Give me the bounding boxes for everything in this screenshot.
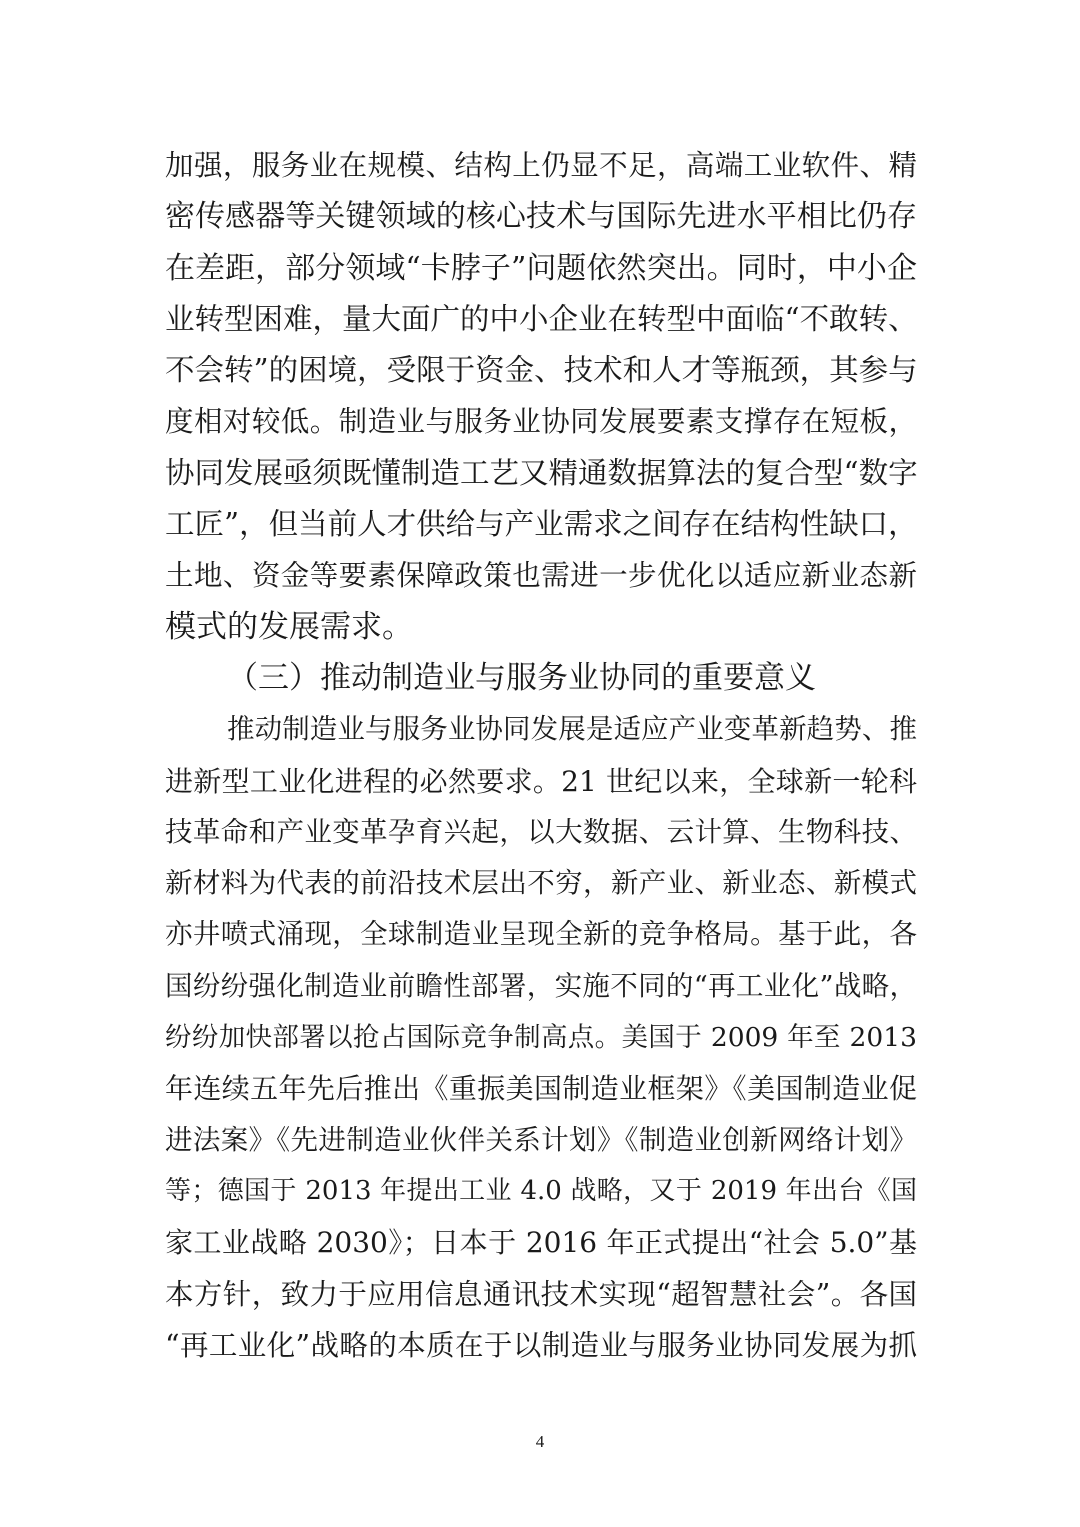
paragraph-line: 年连续五年先后推出《重振美国制造业框架》《美国制造业促 — [165, 1072, 917, 1106]
paragraph-line: 技革命和产业变革孕育兴起，以大数据、云计算、生物科技、 — [165, 815, 917, 848]
paragraph-line: 加强，服务业在规模、结构上仍显不足，高端工业软件、精 — [165, 149, 917, 182]
paragraph-line: 家工业战略 2030》；日本于 2016 年正式提出“社会 5.0”基 — [165, 1226, 917, 1260]
paragraph-line: 亦井喷式涌现，全球制造业呈现全新的竞争格局。基于此，各 — [165, 918, 917, 951]
body-text — [165, 140, 917, 1371]
paragraph-line: 推动制造业与服务业协同发展是适应产业变革新趋势、推 — [227, 713, 917, 746]
paragraph-line: 进法案》《先进制造业伙伴关系计划》《制造业创新网络计划》 — [165, 1123, 917, 1156]
paragraph-line: 模式的发展需求。 — [165, 608, 413, 645]
paragraph-line: 国纷纷强化制造业前瞻性部署，实施不同的“再工业化”战略， — [165, 969, 917, 1002]
paragraph-line: 本方针，致力于应用信息通讯技术实现“超智慧社会”。各国 — [165, 1277, 917, 1311]
paragraph-line: 协同发展亟须既懂制造工艺又精通数据算法的复合型“数字 — [165, 455, 918, 490]
paragraph-line: 纷纷加快部署以抢占国际竞争制高点。美国于 2009 年至 2013 — [165, 1022, 917, 1054]
paragraph-line: 土地、资金等要素保障政策也需进一步优化以适应新业态新 — [165, 559, 917, 593]
paragraph-line: 不会转”的困境，受限于资金、技术和人才等瓶颈，其参与 — [165, 353, 918, 388]
paragraph-line: 业转型困难，量大面广的中小企业在转型中面临“不敢转、 — [165, 301, 918, 336]
section-heading: （三）推动制造业与服务业协同的重要意义 — [227, 659, 816, 696]
paragraph-line: 进新型工业化进程的必然要求。21 世纪以来，全球新一轮科 — [165, 764, 917, 798]
paragraph-line: 新材料为代表的前沿技术层出不穷，新产业、新业态、新模式 — [165, 867, 917, 900]
paragraph-line: 工匠”，但当前人才供给与产业需求之间存在结构性缺口， — [165, 507, 918, 542]
paragraph-line: 度相对较低。制造业与服务业协同发展要素支撑存在短板， — [165, 405, 917, 439]
page-number: 4 — [535, 1432, 545, 1451]
paragraph-line: 密传感器等关键领域的核心技术与国际先进水平相比仍存 — [165, 199, 917, 235]
paragraph-line: 在差距，部分领域“卡脖子”问题依然突出。同时，中小企 — [165, 250, 917, 286]
paragraph-line: 等；德国于 2013 年提出工业 4.0 战略，又于 2019 年出台《国 — [165, 1175, 917, 1206]
paragraph-line: “再工业化”战略的本质在于以制造业与服务业协同发展为抓 — [165, 1328, 917, 1362]
